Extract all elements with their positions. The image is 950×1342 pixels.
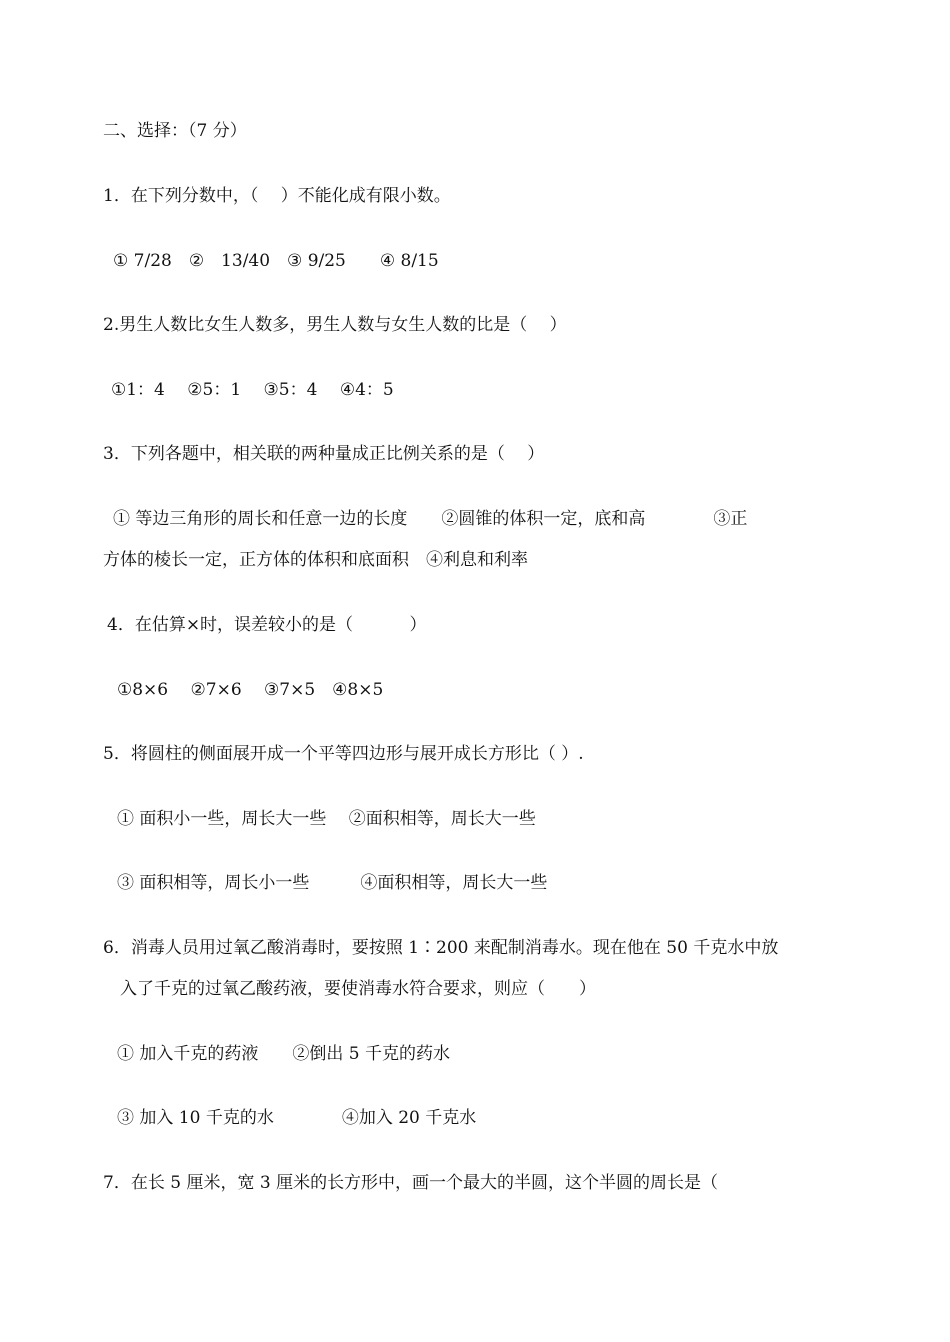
question-2-options: ①1：4 ②5：1 ③5：4 ④4：5 — [111, 380, 394, 400]
question-4-options: ①8×6 ②7×6 ③7×5 ④8×5 — [117, 680, 384, 700]
question-5-stem: 5．将圆柱的侧面展开成一个平等四边形与展开成长方形比（ ）. — [103, 744, 584, 764]
question-3-options-line-2: 方体的棱长一定，正方体的体积和底面积 ④利息和利率 — [103, 550, 528, 570]
question-2-stem: 2.男生人数比女生人数多，男生人数与女生人数的比是（ ） — [103, 315, 567, 335]
question-6-options-line-2: ③ 加入 10 千克的水 ④加入 20 千克水 — [117, 1108, 477, 1128]
question-6-options-line-1: ① 加入千克的药液 ②倒出 5 千克的药水 — [117, 1044, 451, 1064]
question-6-stem-line-1: 6．消毒人员用过氧乙酸消毒时，要按照 1∶200 来配制消毒水。现在他在 50 千克水中放 — [103, 938, 779, 958]
question-7-stem: 7．在长 5 厘米，宽 3 厘米的长方形中，画一个最大的半圆，这个半圆的周长是（ — [103, 1173, 719, 1193]
question-3-stem: 3．下列各题中，相关联的两种量成正比例关系的是（ ） — [103, 444, 545, 464]
question-1-options: ① 7/28 ② 13/40 ③ 9/25 ④ 8/15 — [113, 251, 439, 271]
question-1-stem: 1．在下列分数中，（ ）不能化成有限小数。 — [103, 186, 451, 206]
question-6-stem-line-2: 入了千克的过氧乙酸药液，要使消毒水符合要求，则应（ ） — [120, 979, 596, 999]
question-4-stem: 4．在估算×时，误差较小的是（ ） — [107, 615, 427, 635]
question-5-options-line-2: ③ 面积相等，周长小一些 ④面积相等，周长大一些 — [117, 873, 548, 893]
question-3-options-line-1: ① 等边三角形的周长和任意一边的长度 ②圆锥的体积一定，底和高 ③正 — [113, 509, 748, 529]
section-title: 二、选择：（7 分） — [103, 121, 247, 141]
question-5-options-line-1: ① 面积小一些，周长大一些 ②面积相等，周长大一些 — [117, 809, 536, 829]
